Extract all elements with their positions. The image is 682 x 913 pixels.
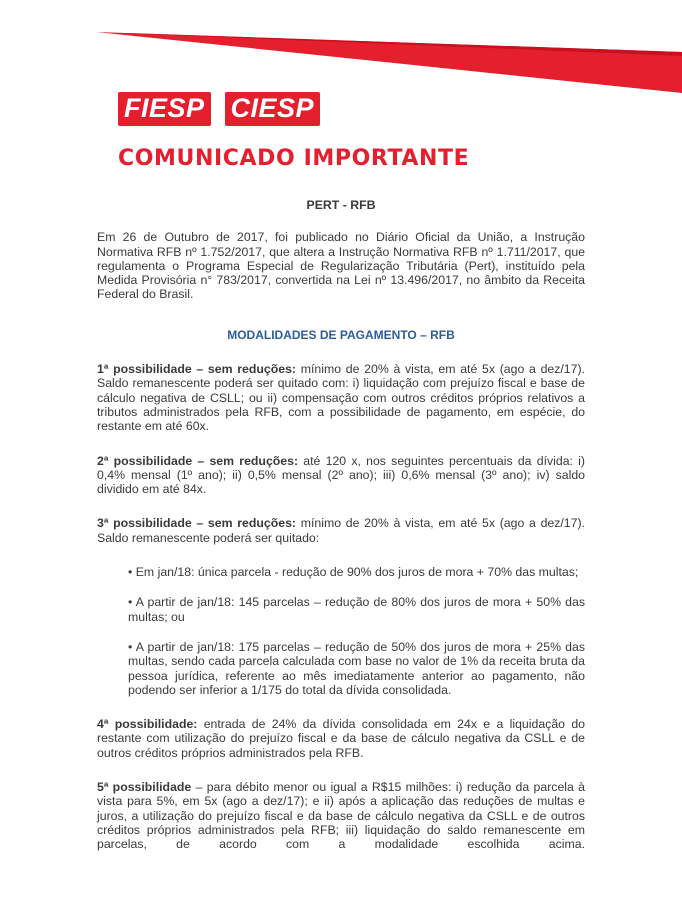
possibility-2-text: até 120 x, nos seguintes percentuais da dívida: i) 0,4% mensal (1º ano); ii) 0,5% mensal (2º ano); iii) 0,6% mensal (3º ano); iv) saldo dividido em até 84x. bbox=[97, 453, 586, 497]
header-red-band bbox=[0, 0, 682, 100]
possibility-3 bbox=[97, 516, 585, 545]
fiesp-logo: FIESP bbox=[118, 92, 211, 126]
possibility-5 bbox=[97, 780, 585, 851]
possibility-2 bbox=[97, 454, 585, 497]
possibility-3-label: 3ª possibilidade – sem reduções: bbox=[97, 516, 297, 531]
possibility-4 bbox=[97, 717, 585, 760]
possibility-3-text: mínimo de 20% à vista, em até 5x (ago a dez/17). Saldo remanescente poderá ser quitado: bbox=[97, 516, 585, 545]
ciesp-logo: CIESP bbox=[225, 92, 321, 126]
document-body bbox=[97, 198, 585, 872]
possibility-5-text: – para débito menor ou igual a R$15 milhões: i) redução da parcela à vista para 5%, em 5x (ago a dez/17); e ii) após a aplicação das reduções de multas e juros, a utilização do prejuízo fiscal e da base de cálculo negativa da CSLL e de outros créditos próprios administrados pela RFB; iii) liquidação do saldo remanescente em parcelas, de acordo com a modalidade escolhida acima. bbox=[97, 780, 585, 852]
possibility-1 bbox=[97, 362, 585, 433]
possibility-1-text: mínimo de 20% à vista, em até 5x (ago a dez/17). Saldo remanescente poderá ser quitado com: i) liquidação com prejuízo fiscal e base de cálculo negativa de CSLL; ou ii) compensação com outros créditos próprios relativos a tributos administrados pela RFB, com a possibilidade de pagamento, em espécie, do restante em até 60x. bbox=[97, 362, 585, 434]
brand-logos bbox=[118, 92, 320, 126]
bullet-item: • Em jan/18: única parcela - redução de 90% dos juros de mora + 70% das multas; bbox=[128, 565, 579, 580]
possibility-5-label: 5ª possibilidade bbox=[97, 780, 192, 795]
bullet-item: • A partir de jan/18: 175 parcelas – redução de 50% dos juros de mora + 25% das multas, sendo cada parcela calculada com base no valor de 1% da receita bruta da pessoa jurídica, referente ao mês imediatamente anterior ao pagamento, não podendo ser inferior a 1/175 do total da dívida consolidada. bbox=[128, 639, 585, 697]
headline: COMUNICADO IMPORTANTE bbox=[118, 146, 470, 171]
possibility-1-label: 1ª possibilidade – sem reduções: bbox=[97, 362, 297, 377]
possibility-4-label: 4ª possibilidade: bbox=[97, 717, 198, 732]
bullet-item: • A partir de jan/18: 145 parcelas – redução de 80% dos juros de mora + 50% das multas; ou bbox=[128, 595, 585, 624]
possibility-4-text: entrada de 24% da dívida consolidada em 24x e a liquidação do restante com utilização do prejuízo fiscal e da base de cálculo negativa da CSLL e de outros créditos próprios administrados pela RFB. bbox=[97, 717, 585, 760]
section-title: MODALIDADES DE PAGAMENTO – RFB bbox=[227, 327, 455, 342]
possibility-2-label: 2ª possibilidade – sem reduções: bbox=[97, 453, 299, 468]
intro-paragraph: Em 26 de Outubro de 2017, foi publicado no Diário Oficial da União, a Instrução Normativa RFB nº 1.752/2017, que altera a Instrução Normativa RFB nº 1.711/2017, que regulamenta o Programa Especial de Regularização Tributária (Pert), instituído pela Medida Provisória n° 783/2017, convertida na Lei nº 13.496/2017, no âmbito da Receita Federal do Brasil. bbox=[97, 230, 585, 302]
document-title: PERT - RFB bbox=[306, 198, 376, 212]
